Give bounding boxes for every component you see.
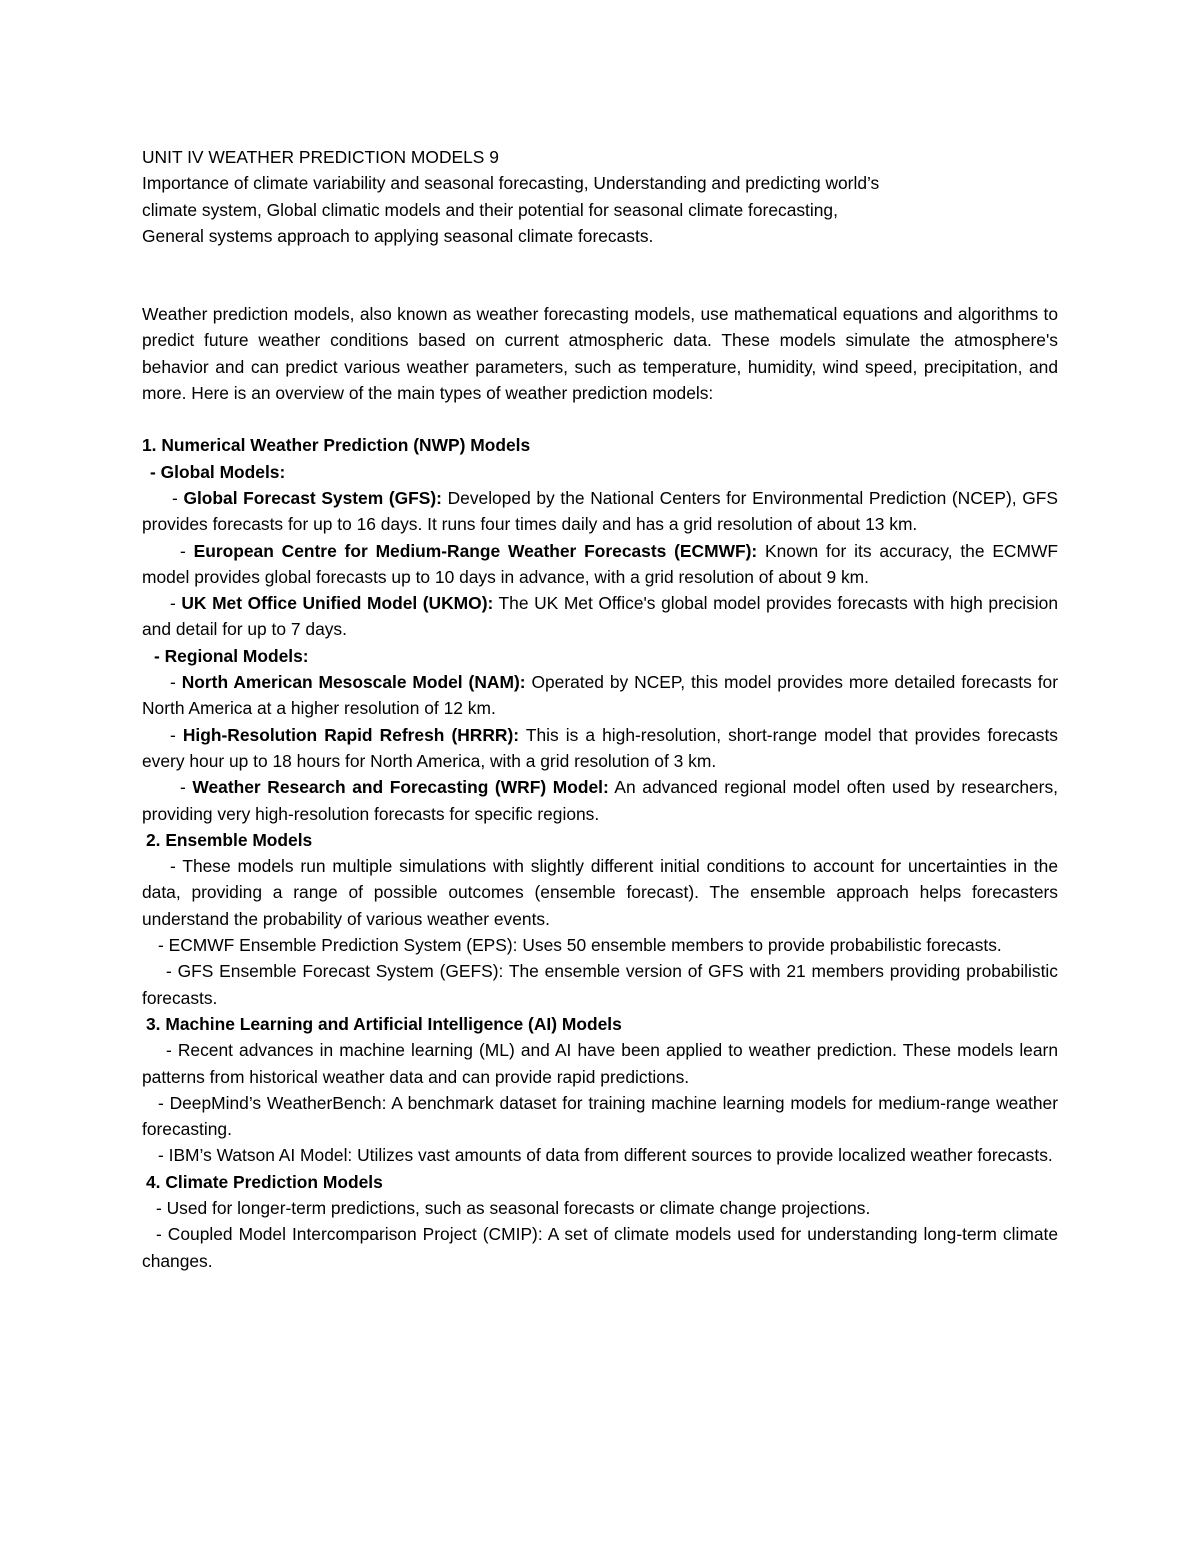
list-item-longer-term: - Used for longer-term predictions, such as seasonal forecasts or climate change projections. — [156, 1197, 871, 1218]
term-nam: North American Mesoscale Model (NAM): — [181, 672, 526, 693]
list-item-wrf — [142, 774, 1058, 827]
syllabus-block — [142, 144, 1058, 249]
syllabus-line: Importance of climate variability and seasonal forecasting, Understanding and predicting world’s — [142, 173, 880, 194]
list-item-ecmwf — [142, 538, 1058, 591]
bullet-dash: - — [172, 487, 184, 508]
list-item-cmip: - Coupled Model Intercomparison Project (CMIP): A set of climate models used for understanding long-term climate changes. — [142, 1224, 1058, 1271]
section-heading-ml-ai: 3. Machine Learning and Artificial Intelligence (AI) Models — [146, 1013, 622, 1034]
term-ecmwf: European Centre for Medium-Range Weather Forecasts (ECMWF): — [193, 540, 758, 561]
subheading-regional-models: - Regional Models: — [154, 645, 309, 666]
desc-hrrr: This is a high-resolution, short-range model that provides forecasts every hour up to 18 hours for North America, with a grid resolution of 3 km. — [142, 724, 1059, 771]
bullet-dash: - — [170, 672, 182, 693]
term-hrrr: High-Resolution Rapid Refresh (HRRR): — [182, 724, 520, 745]
bullet-dash: - — [170, 593, 182, 614]
intro-paragraph: Weather prediction models, also known as weather forecasting models, use mathematical equations and algorithms to predict future weather conditions based on current atmospheric data. These models simulate the atmosphere's behavior and can predict various weather parameters, such as temperature, humidity, wind speed, precipitation, and more. Here is an overview of the main types of weather prediction models: — [142, 304, 1058, 404]
desc-nam: Operated by NCEP, this model provides more detailed forecasts for North America at a higher resolution of 12 km. — [142, 672, 1059, 719]
syllabus-line: climate system, Global climatic models and their potential for seasonal climate forecasting, — [142, 199, 838, 220]
bullet-dash: - — [170, 724, 183, 745]
desc-wrf: An advanced regional model often used by researchers, providing very high-resolution forecasts for specific regions. — [142, 777, 1058, 824]
syllabus-line: General systems approach to applying seasonal climate forecasts. — [142, 225, 654, 246]
paragraph-ml-intro: - Recent advances in machine learning (ML) and AI have been applied to weather prediction. These models learn patterns from historical weather data and can provide rapid predictions. — [142, 1040, 1058, 1087]
unit-title: UNIT IV WEATHER PREDICTION MODELS 9 — [142, 147, 499, 167]
section-heading-nwp: 1. Numerical Weather Prediction (NWP) Models — [142, 435, 531, 456]
document-page — [142, 144, 1058, 1274]
list-item-watson: - IBM’s Watson AI Model: Utilizes vast amounts of data from different sources to provide localized weather forecasts. — [158, 1145, 1053, 1166]
term-wrf: Weather Research and Forecasting (WRF) Model: — [192, 777, 609, 798]
list-item-ukmo — [142, 590, 1058, 643]
section-heading-ensemble: 2. Ensemble Models — [146, 829, 313, 850]
list-item-hrrr — [142, 722, 1058, 775]
subheading-global-models: - Global Models: — [150, 461, 286, 482]
bullet-dash: - — [180, 777, 193, 798]
term-ukmo: UK Met Office Unified Model (UKMO): — [181, 593, 494, 614]
term-gfs: Global Forecast System (GFS): — [183, 487, 442, 508]
list-item-gfs — [142, 485, 1058, 538]
desc-ecmwf: Known for its accuracy, the ECMWF model provides global forecasts up to 10 days in advance, with a grid resolution of about 9 km. — [142, 540, 1058, 587]
desc-ukmo: The UK Met Office's global model provides forecasts with high precision and detail for up to 7 days. — [142, 593, 1059, 640]
section-heading-climate: 4. Climate Prediction Models — [146, 1171, 383, 1192]
desc-gfs: Developed by the National Centers for Environmental Prediction (NCEP), GFS provides forecasts for up to 16 days. It runs four times daily and has a grid resolution of about 13 km. — [142, 487, 1058, 535]
paragraph-ensemble-intro: - These models run multiple simulations with slightly different initial conditions to account for uncertainties in the data, providing a range of possible outcomes (ensemble forecast). The ensemble approach helps forecasters understand the probability of various weather events. — [142, 856, 1058, 929]
list-item-weatherbench: - DeepMind’s WeatherBench: A benchmark dataset for training machine learning models for medium-range weather forecasting. — [142, 1092, 1058, 1140]
list-item-eps: - ECMWF Ensemble Prediction System (EPS): Uses 50 ensemble members to provide probabilistic forecasts. — [158, 935, 1002, 956]
list-item-gefs: - GFS Ensemble Forecast System (GEFS): The ensemble version of GFS with 21 members providing probabilistic forecasts. — [142, 961, 1058, 1008]
bullet-dash: - — [180, 540, 194, 561]
list-item-nam — [142, 669, 1058, 722]
